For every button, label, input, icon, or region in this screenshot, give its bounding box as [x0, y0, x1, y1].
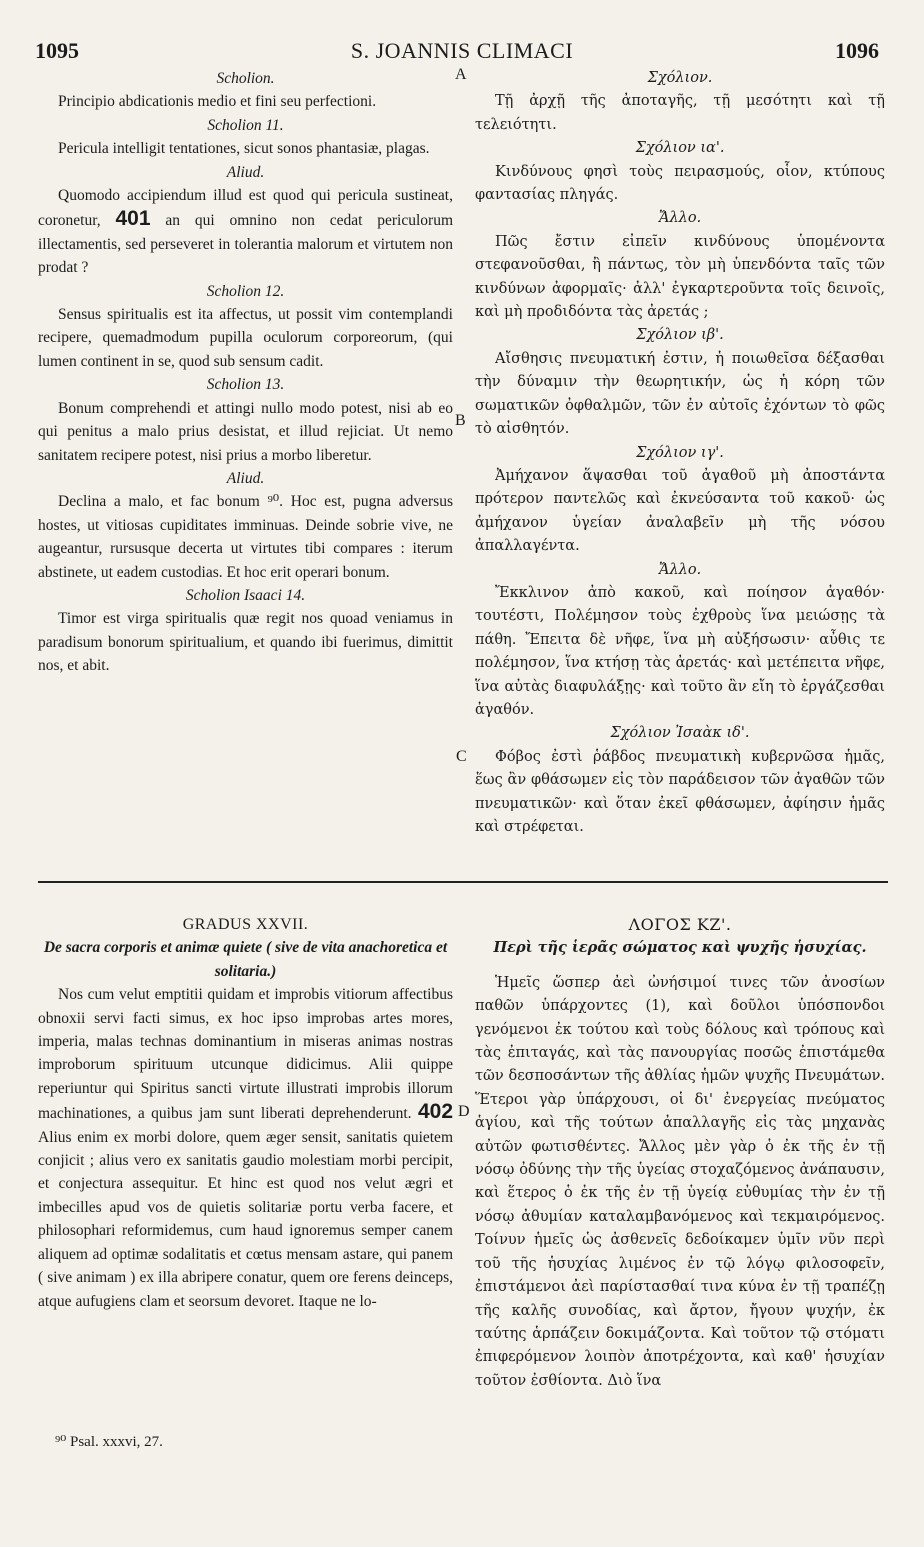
scholion-text: Pericula intelligit tentationes, sicut sonos phantasiæ, plagas.	[58, 140, 430, 158]
scholion-text: Φόβος ἐστὶ ῥάβδος πνευματικὴ κυβερνῶσα ἡμᾶς, ἕως ἂν φθάσωμεν εἰς τὸν παράδεισον τῶν ἀγαθῶν τῶν πνευματικῶν· καὶ ὅταν ἐκεῖ φθάσωμεν, ἀφίησιν ἡμᾶς καὶ στρέφεται.	[475, 748, 885, 835]
scholion-text-part: Quomodo accipiendum illud est quod qui pericula sustineat, coronetur,	[38, 187, 453, 230]
latin-scholia-column	[38, 67, 453, 678]
scholion-heading: Scholion 11.	[207, 116, 284, 134]
gradus-title: GRADUS XXVII.	[182, 916, 309, 933]
left-page-number: 1095	[35, 38, 79, 63]
scholion-text: Sensus spiritualis est ita affectus, ut possit vim contemplandi recipere, quemadmodum pupilla oculorum corporeorum, (qui lumen continent in se, quod sub sensum cadit.	[38, 306, 453, 370]
margin-letter-b: B	[455, 412, 466, 429]
scholion-text: Timor est virga spiritualis quæ regit nos quoad veniamus in paradisum bonorum spiritualium, et quando ibi fuerimus, dimittit nos, et abit.	[38, 610, 453, 675]
scholion-text: Τῇ ἀρχῇ τῆς ἀποταγῆς, τῇ μεσότητι καὶ τῇ τελειότητι.	[475, 93, 885, 133]
scholion-heading: Σχόλιον ιβ'.	[636, 327, 724, 344]
scholion-heading: Scholion 13.	[206, 376, 285, 394]
scholion-text: Ἔκκλινον ἀπὸ κακοῦ, καὶ ποίησον ἀγαθόν· τουτέστι, Πολέμησον τοὺς ἐχθροὺς ἵνα μειώσῃς τὰ πάθη. Ἔπειτα δὲ νῆφε, ἵνα μὴ αὐξήσωσιν· αὖθις τε πολέμησον, ἵνα κτήσῃ τὰς ἀρετάς· καὶ μετέπειτα νῆφε, ἵνα αὐτὰς διαφυλάξῃς· καὶ τοῦτο ἂν εἴη τὸ ἐργάζεσθαι ἀγαθόν.	[475, 584, 885, 718]
latin-gradus-column	[38, 913, 453, 1313]
running-title: S. JOANNIS CLIMACI	[350, 38, 574, 63]
logos-title: ΛΟΓΟΣ ΚΖ'.	[628, 915, 732, 934]
scholion-heading: Ἄλλο.	[658, 561, 702, 578]
scholion-heading: Σχόλιον.	[647, 70, 713, 86]
logos-body: Ἡμεῖς ὥσπερ ἀεὶ ὠνήσιμοί τινες τῶν ἀνοσίων παθῶν ὑπάρχοντες (1), καὶ δοῦλοι ὑπόσπονδοι γενόμενοι ἐκ τούτου καὶ τοὺς δόλους καὶ τρόπους καὶ τὰς ἐπιταγάς, καὶ τὰς πανουργίας ποσῶς ἐπιστάμεθα τῶν δεσποσάντων τῆς ἀθλίας ἡμῶν ψυχῆς Πνευμάτων. Ἕτεροι γὰρ ὑπάρχουσι, οἱ δι' ἐνεργείας πνεύματος ἁγίου, καὶ τῆς τούτων ἀπαλλαγῆς εἰς τὰς μηχανὰς αὐτῶν φωτισθέντες. Ἄλλος μὲν γὰρ ὁ ἐκ τῆς ἐν τῇ νόσῳ ὀδύνης τὴν τῆς ὑγείας στοχαζόμενος ἀνάπαυσιν, καὶ ἕτερος ὁ ἐκ τῆς ἐν τῇ ὑγείᾳ εὐθυμίας τὴν ἐν τῇ νόσῳ ἀθυμίαν καταλαμβανόμενος καὶ τεκμαιρόμενος. Τοίνυν ἡμεῖς ὡς ἀσθενεῖς δεδοίκαμεν ὑμῖν νῦν περὶ τοῦ τῆς ἡσυχίας λιμένος ἐν τῷ λόγῳ φιλοσοφεῖν, ἐπιστάμενοι ἀεὶ παρίστασθαί τινα κύνα ἐν τῇ τραπέζῃ τῆς καλῆς συνοδίας, καὶ ἄρτον, ἤγουν ψυχήν, ἐκ ταύτης ἁρπάζειν δοκιμάζοντα. Καὶ τοῦτον τῷ στόματι ἐπιφερόμενον λοιπὸν ἀποτρέχοντα, καὶ καθ' ἡσυχίαν τοῦτον ἐσθίοντα. Διὸ ἵνα	[475, 974, 885, 1389]
scholion-heading: Scholion.	[216, 70, 275, 87]
gradus-body	[38, 983, 453, 1313]
scholion-heading: Σχόλιον ια'.	[635, 140, 725, 157]
scholion-text: Κινδύνους φησὶ τοὺς πειρασμούς, οἷον, κτύπους φαντασίας πληγάς.	[475, 163, 885, 204]
logos-subtitle: Περὶ τῆς ἱερᾶς σώματος καὶ ψυχῆς ἡσυχίας.	[493, 939, 867, 957]
marginal-page-number: 402	[417, 1100, 454, 1124]
marginal-page-number: 401	[115, 207, 151, 231]
scholion-text: Πῶς ἔστιν εἰπεῖν κινδύνους ὑπομένοντα στεφανοῦσθαι, ἢ πάντως, τὸν μὴ ὑπενδόντα ταῖς τῶν κινδύνων ἀφορμαῖς· ἀλλ' ἐγκαρτεροῦντα τοῖς δεινοῖς, καὶ μὴ προδιδόντα τὰς ἀρετάς ;	[475, 233, 885, 321]
scholion-text-part: an qui omnino non cedat periculorum illectamentis, sed perseveret in tolerantia malorum et virtutem non prodat ?	[38, 212, 453, 277]
scholion-heading: Ἄλλο.	[658, 210, 702, 227]
scholion-text: Bonum comprehendi et attingi nullo modo potest, nisi ab eo qui penitus a malo prius desistat, et illud rejiciat. Ut nemo sanitatem recipere potest, nisi prius a morbo liberetur.	[38, 399, 453, 464]
greek-scholia-column	[475, 67, 885, 839]
scholion-text: Declina a malo, et fac bonum ⁹⁰. Hoc est, pugna adversus hostes, ut vitiosas cupiditates imminuas. Deinde sobrie vive, ne augeantur, rursusque decerta ut virtutes tibi compares : iterum abstinete, ut eadem custodias. Et hoc erit operari bonum.	[38, 493, 453, 581]
scholion-heading: Aliud.	[226, 163, 265, 181]
gradus-body-part-b: Alius enim ex morbi dolore, quem æger sensit, sanitatis quietem conjicit ; alius vero ex sanitatis gaudio molestiam morbi percipit, et conjectura assequitur. Et hinc est quod nos velut ægri et imbecilles apud vos de quietis solitariæ portu verba facere, et philosophari reformidemus, cum haud ignoremus semper canem aliquem ad optimæ sodalitatis et cœtus mensam astare, qui panem ( sive animam ) ex illa abripere conatur, quem ore ferens deinceps, atque aufugiens clam et seorsum devoret. Itaque ne lo-	[38, 1128, 453, 1310]
scholion-heading: Scholion Isaaci 14.	[185, 586, 306, 604]
scholion-text: Ἀμήχανον ἅψασθαι τοῦ ἀγαθοῦ μὴ ἀποστάντα πρότερον παντελῶς καὶ ἐκνεύσαντα τοῦ κακοῦ· ὡς ἀμήχανον ὑγείαν ἀναλαβεῖν μὴ τῆς νόσου ἀπαλλαγέντα.	[475, 467, 885, 555]
scholion-heading: Aliud.	[226, 469, 265, 487]
right-page-number: 1096	[835, 38, 879, 63]
footnote: ⁹⁰ Psal. xxxvi, 27.	[55, 1434, 163, 1450]
scholion-heading: Σχόλιον ιγ'.	[636, 444, 724, 461]
gradus-subtitle: De sacra corporis et animæ quiete ( sive de vita anachoretica et solitaria.)	[43, 939, 448, 980]
margin-letter-c: C	[456, 748, 467, 765]
margin-letter-a: A	[455, 66, 467, 83]
greek-logos-column	[475, 913, 885, 1393]
gradus-body-part-a: Nos cum velut emptitii quidam et improbis vitiorum affectibus obnoxii servi facti simus, ex hoc ipso improbas artes mores, imperia, malas technas dominantium in miseras animas nostras improborum spirituum utcunque didicimus. Alii quippe reperiuntur qui Spiritus sancti virtute illustrati improbis illorum machinationes, a quibus jam sunt liberati deprehenderunt.	[38, 986, 453, 1123]
scholion-text: Principio abdicationis medio et fini seu perfectioni.	[58, 93, 377, 111]
scholion-text	[38, 184, 453, 280]
scholion-text: Αἴσθησις πνευματική ἐστιν, ἡ ποιωθεῖσα δέξασθαι τὴν δύναμιν τὴν θεωρητικήν, ὡς ἡ κόρη τῶν σωματικῶν ὀφθαλμῶν, τῶν ἐν αὐτοῖς ἐχόντων τὸ φῶς τὸ αἰσθητόν.	[475, 350, 885, 438]
section-divider	[38, 881, 888, 883]
scholion-heading: Σχόλιον Ἰσαὰκ ιδ'.	[610, 725, 750, 742]
scholion-heading: Scholion 12.	[206, 282, 285, 300]
margin-letter-d: D	[458, 1103, 470, 1120]
